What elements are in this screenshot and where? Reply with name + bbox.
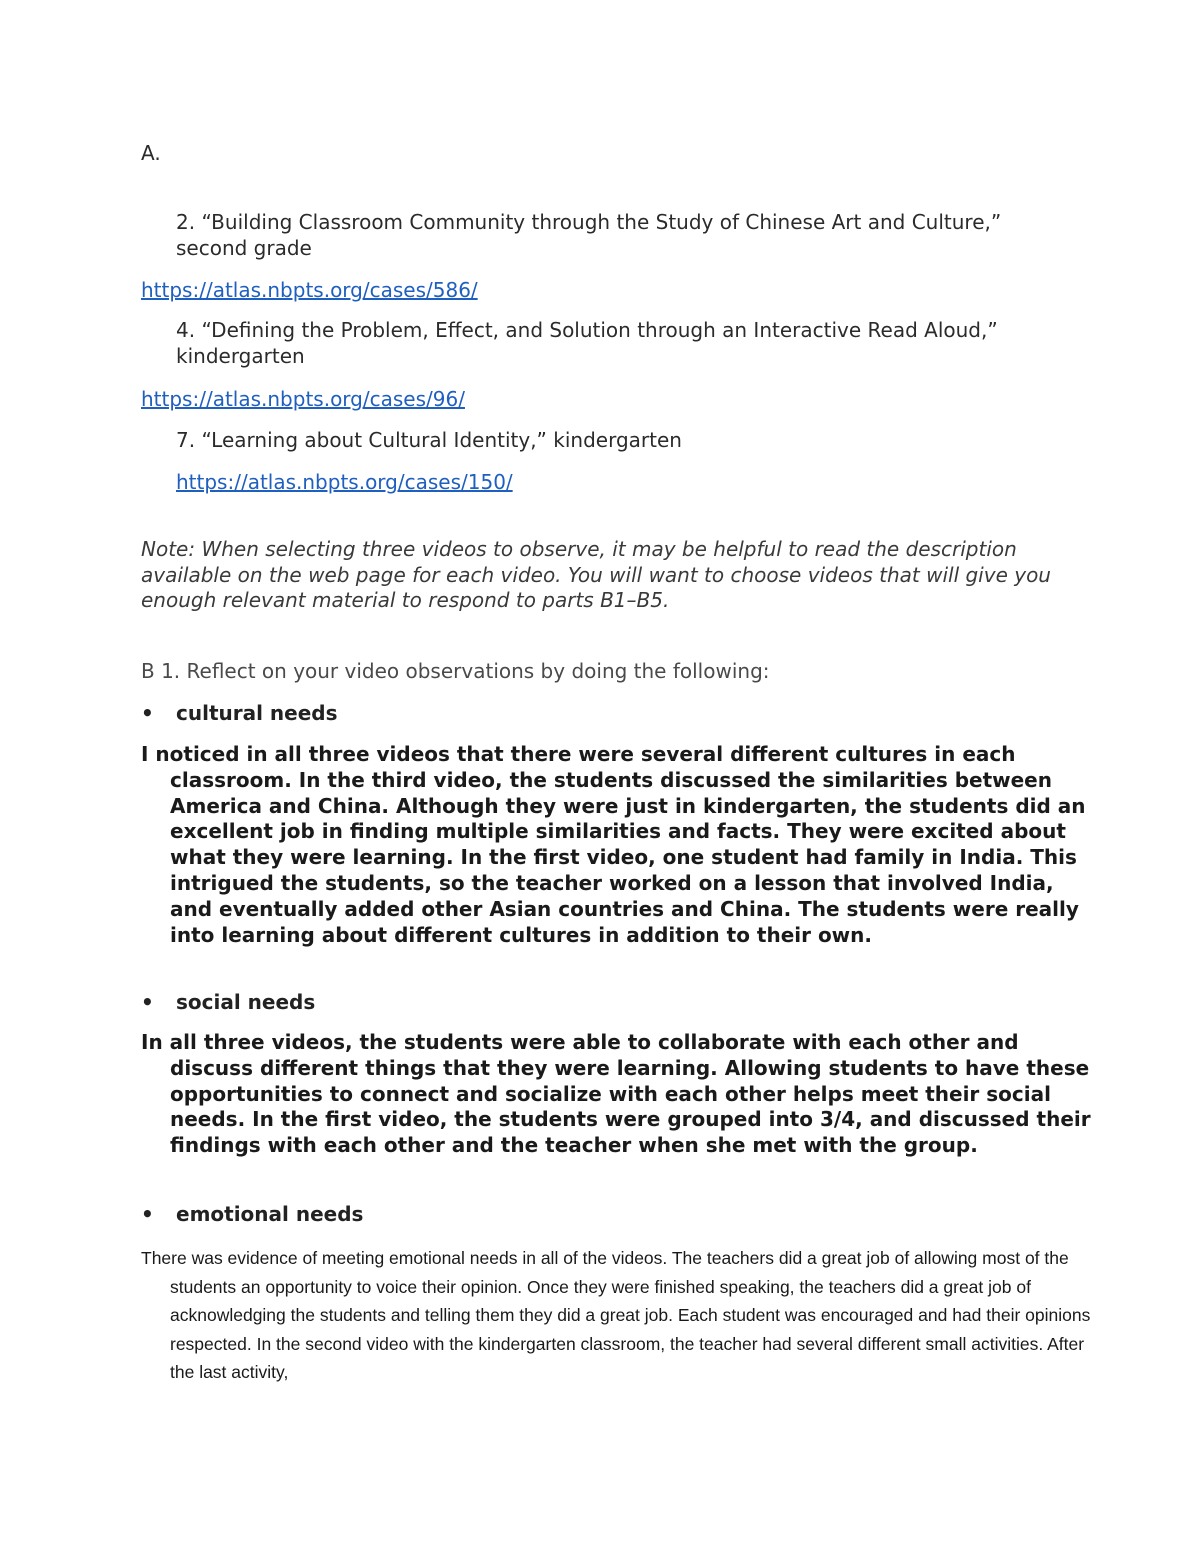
bullet-icon: • bbox=[141, 701, 154, 725]
emotional-needs-label: emotional needs bbox=[176, 1202, 364, 1226]
social-needs-label: social needs bbox=[176, 990, 316, 1014]
bullet-social-needs bbox=[141, 989, 1041, 1015]
bullet-emotional-needs bbox=[141, 1201, 1041, 1227]
bullet-icon: • bbox=[141, 990, 154, 1014]
cultural-needs-label: cultural needs bbox=[176, 701, 338, 725]
section-a-label: A. bbox=[141, 141, 161, 165]
video-item-7-link[interactable]: https://atlas.nbpts.org/cases/150/ bbox=[176, 470, 513, 494]
video-item-7-title: 7. “Learning about Cultural Identity,” kindergarten bbox=[176, 428, 682, 452]
cultural-needs-response: I noticed in all three videos that there were several different cultures in each classroom. In the third video, the students discussed the similarities between America and China. Although they were just in kindergarten, the students did an excellent job in finding multiple similarities and facts. They were excited about what they were learning. In the first video, one student had family in India. This intrigued the students, so the teacher worked on a lesson that involved India, and eventually added other Asian countries and China. The students were really into learning about different cultures in addition to their own. bbox=[141, 742, 1086, 947]
selection-note: Note: When selecting three videos to observe, it may be helpful to read the description available on the web page for each video. You will want to choose videos that will give you enough relevant material to respond to parts B1–B5. bbox=[141, 537, 1051, 612]
emotional-needs-response: There was evidence of meeting emotional needs in all of the videos. The teachers did a great job of allowing most of the students an opportunity to voice their opinion. Once they were finished speaking, the teachers did a great job of acknowledging the students and telling them they did a great job. Each student was encouraged and had their opinions respected. In the second video with the kindergarten classroom, the teacher had several different small activities. After the last activity, bbox=[141, 1248, 1091, 1382]
bullet-icon: • bbox=[141, 1202, 154, 1226]
bullet-cultural-needs bbox=[141, 700, 1041, 726]
b1-heading: B 1. Reflect on your video observations by doing the following: bbox=[141, 659, 770, 683]
social-needs-response: In all three videos, the students were able to collaborate with each other and discuss different things that they were learning. Allowing students to have these opportunities to connect and socialize with each other helps meet their social needs. In the first video, the students were grouped into 3/4, and discussed their findings with each other and the teacher when she met with the group. bbox=[141, 1030, 1091, 1158]
video-item-4-title: 4. “Defining the Problem, Effect, and Solution through an Interactive Read Aloud,” kindergarten bbox=[176, 318, 998, 368]
video-item-4-link[interactable]: https://atlas.nbpts.org/cases/96/ bbox=[141, 387, 465, 411]
video-item-2-link[interactable]: https://atlas.nbpts.org/cases/586/ bbox=[141, 278, 478, 302]
video-item-2-title: 2. “Building Classroom Community through the Study of Chinese Art and Culture,” second grade bbox=[176, 210, 1002, 260]
